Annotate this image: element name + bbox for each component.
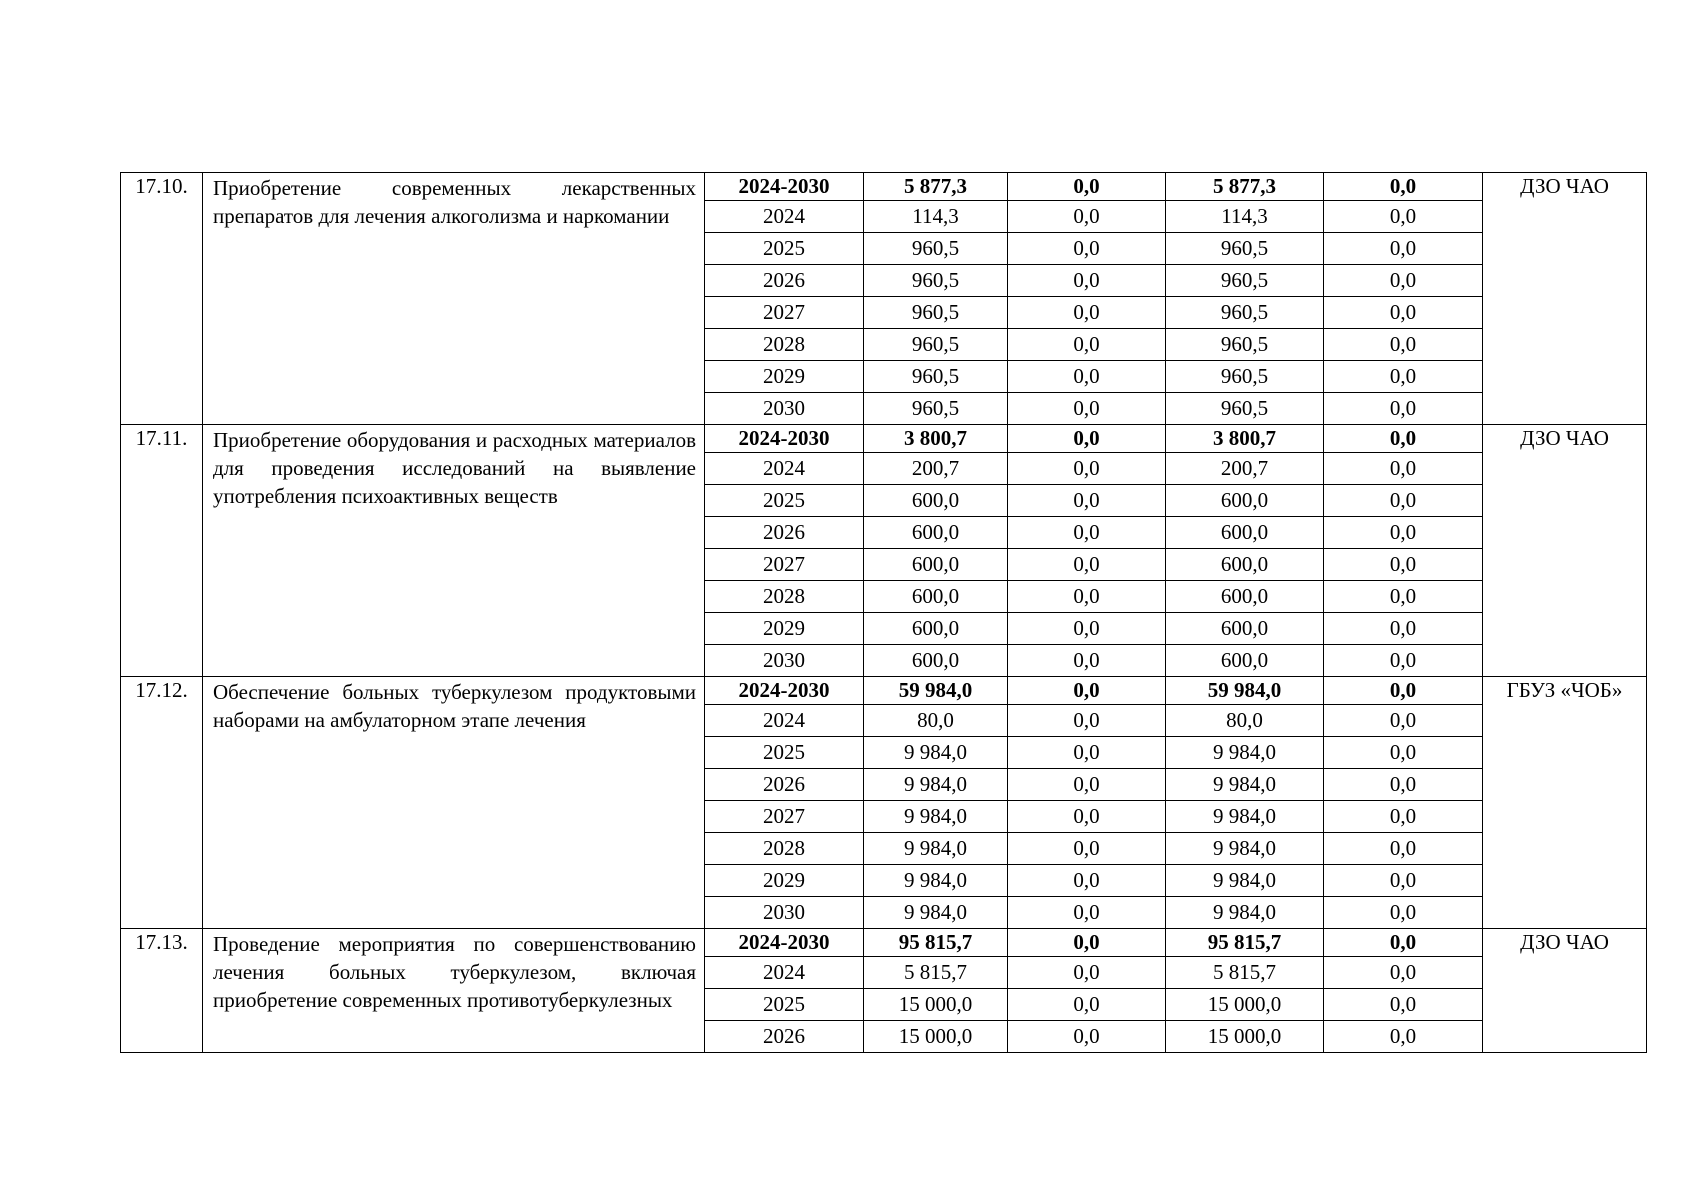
regional-budget-cell: 9 984,0 [1166,897,1324,929]
period-cell: 2026 [705,769,864,801]
other-sources-cell: 0,0 [1324,485,1483,517]
regional-budget-cell: 600,0 [1166,613,1324,645]
federal-budget-cell: 0,0 [1008,989,1166,1021]
other-sources-cell: 0,0 [1324,705,1483,737]
federal-budget-cell: 0,0 [1008,897,1166,929]
regional-budget-cell: 960,5 [1166,393,1324,425]
other-sources-cell: 0,0 [1324,425,1483,453]
total-cell: 600,0 [864,485,1008,517]
other-sources-cell: 0,0 [1324,453,1483,485]
regional-budget-cell: 9 984,0 [1166,865,1324,897]
period-cell: 2030 [705,645,864,677]
regional-budget-cell: 600,0 [1166,645,1324,677]
other-sources-cell: 0,0 [1324,581,1483,613]
total-cell: 9 984,0 [864,833,1008,865]
other-sources-cell: 0,0 [1324,549,1483,581]
other-sources-cell: 0,0 [1324,989,1483,1021]
period-cell: 2030 [705,393,864,425]
regional-budget-cell: 600,0 [1166,581,1324,613]
other-sources-cell: 0,0 [1324,613,1483,645]
total-cell: 960,5 [864,329,1008,361]
item-name: Приобретение оборудования и расходных материалов для проведения исследований на выявление употребления психоактивных веществ [203,425,705,677]
federal-budget-cell: 0,0 [1008,485,1166,517]
total-cell: 59 984,0 [864,677,1008,705]
period-cell: 2026 [705,1021,864,1053]
regional-budget-cell: 960,5 [1166,265,1324,297]
total-cell: 200,7 [864,453,1008,485]
period-cell: 2027 [705,297,864,329]
federal-budget-cell: 0,0 [1008,265,1166,297]
regional-budget-cell: 114,3 [1166,201,1324,233]
total-cell: 960,5 [864,393,1008,425]
total-cell: 9 984,0 [864,865,1008,897]
item-number: 17.11. [121,425,203,677]
other-sources-cell: 0,0 [1324,297,1483,329]
other-sources-cell: 0,0 [1324,361,1483,393]
federal-budget-cell: 0,0 [1008,769,1166,801]
total-cell: 5 815,7 [864,957,1008,989]
period-cell: 2028 [705,581,864,613]
other-sources-cell: 0,0 [1324,801,1483,833]
period-cell: 2029 [705,613,864,645]
period-cell: 2026 [705,517,864,549]
total-cell: 9 984,0 [864,769,1008,801]
period-cell: 2027 [705,549,864,581]
total-cell: 15 000,0 [864,989,1008,1021]
total-cell: 5 877,3 [864,173,1008,201]
federal-budget-cell: 0,0 [1008,453,1166,485]
item-name: Приобретение современных лекарственных препаратов для лечения алкоголизма и наркомании [203,173,705,425]
regional-budget-cell: 200,7 [1166,453,1324,485]
table-row-total [121,929,1647,957]
federal-budget-cell: 0,0 [1008,705,1166,737]
period-cell: 2028 [705,833,864,865]
period-cell: 2024-2030 [705,677,864,705]
federal-budget-cell: 0,0 [1008,1021,1166,1053]
total-cell: 600,0 [864,549,1008,581]
total-cell: 9 984,0 [864,801,1008,833]
other-sources-cell: 0,0 [1324,645,1483,677]
federal-budget-cell: 0,0 [1008,173,1166,201]
federal-budget-cell: 0,0 [1008,581,1166,613]
other-sources-cell: 0,0 [1324,265,1483,297]
other-sources-cell: 0,0 [1324,769,1483,801]
total-cell: 9 984,0 [864,897,1008,929]
regional-budget-cell: 5 815,7 [1166,957,1324,989]
federal-budget-cell: 0,0 [1008,549,1166,581]
period-cell: 2025 [705,737,864,769]
period-cell: 2024 [705,705,864,737]
regional-budget-cell: 960,5 [1166,361,1324,393]
period-cell: 2029 [705,361,864,393]
period-cell: 2028 [705,329,864,361]
total-cell: 3 800,7 [864,425,1008,453]
other-sources-cell: 0,0 [1324,329,1483,361]
period-cell: 2024-2030 [705,173,864,201]
federal-budget-cell: 0,0 [1008,329,1166,361]
other-sources-cell: 0,0 [1324,865,1483,897]
regional-budget-cell: 600,0 [1166,549,1324,581]
regional-budget-cell: 9 984,0 [1166,769,1324,801]
total-cell: 600,0 [864,581,1008,613]
total-cell: 960,5 [864,297,1008,329]
period-cell: 2025 [705,485,864,517]
other-sources-cell: 0,0 [1324,929,1483,957]
regional-budget-cell: 960,5 [1166,329,1324,361]
other-sources-cell: 0,0 [1324,233,1483,265]
other-sources-cell: 0,0 [1324,677,1483,705]
federal-budget-cell: 0,0 [1008,425,1166,453]
other-sources-cell: 0,0 [1324,517,1483,549]
federal-budget-cell: 0,0 [1008,361,1166,393]
responsible-executor: ДЗО ЧАО [1483,929,1647,1053]
other-sources-cell: 0,0 [1324,737,1483,769]
period-cell: 2024 [705,957,864,989]
other-sources-cell: 0,0 [1324,897,1483,929]
regional-budget-cell: 80,0 [1166,705,1324,737]
total-cell: 960,5 [864,265,1008,297]
period-cell: 2026 [705,265,864,297]
regional-budget-cell: 9 984,0 [1166,801,1324,833]
period-cell: 2024 [705,453,864,485]
regional-budget-cell: 5 877,3 [1166,173,1324,201]
period-cell: 2030 [705,897,864,929]
total-cell: 960,5 [864,233,1008,265]
federal-budget-cell: 0,0 [1008,865,1166,897]
table-row-total [121,173,1647,201]
total-cell: 114,3 [864,201,1008,233]
table-row-total [121,677,1647,705]
total-cell: 9 984,0 [864,737,1008,769]
table-row-total [121,425,1647,453]
table-body [121,173,1647,1053]
other-sources-cell: 0,0 [1324,957,1483,989]
regional-budget-cell: 3 800,7 [1166,425,1324,453]
period-cell: 2025 [705,233,864,265]
total-cell: 960,5 [864,361,1008,393]
period-cell: 2024-2030 [705,929,864,957]
federal-budget-cell: 0,0 [1008,801,1166,833]
responsible-executor: ГБУЗ «ЧОБ» [1483,677,1647,929]
federal-budget-cell: 0,0 [1008,957,1166,989]
other-sources-cell: 0,0 [1324,173,1483,201]
total-cell: 80,0 [864,705,1008,737]
regional-budget-cell: 960,5 [1166,297,1324,329]
other-sources-cell: 0,0 [1324,833,1483,865]
total-cell: 15 000,0 [864,1021,1008,1053]
federal-budget-cell: 0,0 [1008,393,1166,425]
federal-budget-cell: 0,0 [1008,677,1166,705]
regional-budget-cell: 600,0 [1166,517,1324,549]
item-number: 17.12. [121,677,203,929]
total-cell: 95 815,7 [864,929,1008,957]
period-cell: 2025 [705,989,864,1021]
federal-budget-cell: 0,0 [1008,613,1166,645]
other-sources-cell: 0,0 [1324,393,1483,425]
period-cell: 2029 [705,865,864,897]
federal-budget-cell: 0,0 [1008,297,1166,329]
item-name: Обеспечение больных туберкулезом продуктовыми наборами на амбулаторном этапе лечения [203,677,705,929]
budget-table [120,172,1647,1053]
federal-budget-cell: 0,0 [1008,929,1166,957]
regional-budget-cell: 600,0 [1166,485,1324,517]
regional-budget-cell: 59 984,0 [1166,677,1324,705]
responsible-executor: ДЗО ЧАО [1483,173,1647,425]
total-cell: 600,0 [864,613,1008,645]
federal-budget-cell: 0,0 [1008,201,1166,233]
regional-budget-cell: 960,5 [1166,233,1324,265]
other-sources-cell: 0,0 [1324,1021,1483,1053]
item-name: Проведение мероприятия по совершенствованию лечения больных туберкулезом, включая приобретение современных противотуберкулезных [203,929,705,1053]
federal-budget-cell: 0,0 [1008,737,1166,769]
period-cell: 2024-2030 [705,425,864,453]
federal-budget-cell: 0,0 [1008,517,1166,549]
regional-budget-cell: 15 000,0 [1166,1021,1324,1053]
item-number: 17.13. [121,929,203,1053]
responsible-executor: ДЗО ЧАО [1483,425,1647,677]
regional-budget-cell: 9 984,0 [1166,737,1324,769]
regional-budget-cell: 9 984,0 [1166,833,1324,865]
other-sources-cell: 0,0 [1324,201,1483,233]
regional-budget-cell: 95 815,7 [1166,929,1324,957]
federal-budget-cell: 0,0 [1008,645,1166,677]
period-cell: 2024 [705,201,864,233]
period-cell: 2027 [705,801,864,833]
total-cell: 600,0 [864,645,1008,677]
item-number: 17.10. [121,173,203,425]
regional-budget-cell: 15 000,0 [1166,989,1324,1021]
total-cell: 600,0 [864,517,1008,549]
federal-budget-cell: 0,0 [1008,233,1166,265]
federal-budget-cell: 0,0 [1008,833,1166,865]
